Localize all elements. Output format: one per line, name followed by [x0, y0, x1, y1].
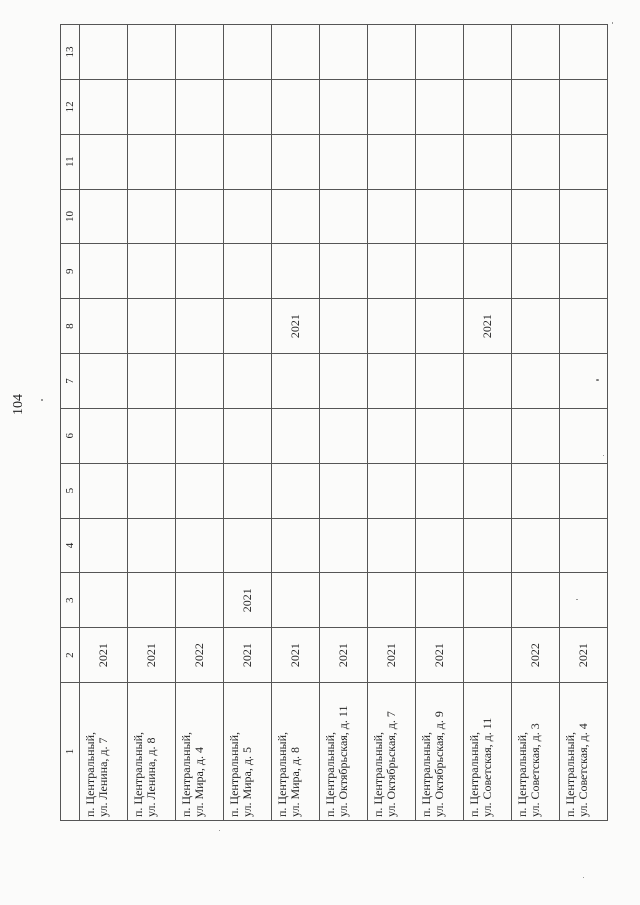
address-line: п. Центральный, — [419, 731, 433, 817]
column-header-3: 3 — [61, 573, 80, 628]
value-cell — [80, 189, 128, 244]
value-cell — [80, 354, 128, 409]
address-cell — [512, 683, 560, 821]
value-cell — [464, 244, 512, 299]
value-cell — [464, 134, 512, 189]
value-cell — [416, 299, 464, 354]
value-cell — [560, 134, 608, 189]
address-line: ул. Октябрьская, д. 9 — [432, 711, 446, 817]
value-cell — [320, 354, 368, 409]
value-cell — [80, 79, 128, 134]
address-line: п. Центральный, — [275, 731, 289, 817]
column-header-6: 6 — [61, 408, 80, 463]
value-cell — [176, 299, 224, 354]
value-cell: 2022 — [512, 628, 560, 683]
table-container — [60, 25, 590, 821]
address-line: п. Центральный, — [227, 731, 241, 817]
value-cell — [176, 573, 224, 628]
address-cell — [368, 683, 416, 821]
value-cell — [176, 463, 224, 518]
address-line: ул. Мира, д. 8 — [288, 747, 302, 817]
column-header-7: 7 — [61, 354, 80, 409]
table-row — [416, 25, 464, 821]
scan-speck — [612, 22, 613, 24]
column-header-13: 13 — [61, 25, 80, 80]
address-cell — [128, 683, 176, 821]
value-cell — [272, 134, 320, 189]
value-cell — [464, 518, 512, 573]
page-number-text: 104 — [11, 394, 26, 415]
value-cell — [128, 463, 176, 518]
value-cell — [512, 134, 560, 189]
scan-speck — [576, 599, 578, 600]
address-line: п. Центральный, — [83, 731, 97, 817]
address-cell — [176, 683, 224, 821]
value-cell — [368, 408, 416, 463]
address-cell — [464, 683, 512, 821]
address-line: п. Центральный, — [563, 731, 577, 817]
value-cell — [464, 573, 512, 628]
value-cell — [272, 25, 320, 80]
value-cell — [80, 134, 128, 189]
table-row — [272, 25, 320, 821]
value-cell: 2021 — [464, 299, 512, 354]
value-cell — [560, 463, 608, 518]
value-cell — [368, 354, 416, 409]
value-cell — [464, 79, 512, 134]
value-cell — [320, 518, 368, 573]
column-header-9: 9 — [61, 244, 80, 299]
value-cell — [272, 463, 320, 518]
value-cell — [176, 134, 224, 189]
table-row — [368, 25, 416, 821]
address-cell — [272, 683, 320, 821]
address-cell — [224, 683, 272, 821]
value-cell — [272, 408, 320, 463]
value-cell — [80, 573, 128, 628]
value-cell — [224, 354, 272, 409]
address-line: ул. Советская, д. 4 — [576, 723, 590, 817]
value-cell — [128, 408, 176, 463]
value-cell — [368, 518, 416, 573]
address-line: п. Центральный, — [515, 731, 529, 817]
address-cell — [416, 683, 464, 821]
value-cell — [80, 463, 128, 518]
value-cell — [416, 463, 464, 518]
value-cell — [512, 25, 560, 80]
value-cell — [272, 354, 320, 409]
table-row — [128, 25, 176, 821]
table-body — [80, 25, 608, 821]
value-cell — [560, 299, 608, 354]
table-row — [224, 25, 272, 821]
value-cell — [320, 463, 368, 518]
value-cell — [176, 189, 224, 244]
value-cell — [272, 79, 320, 134]
address-line: ул. Октябрьская, д. 11 — [336, 705, 350, 817]
value-cell: 2021 — [80, 628, 128, 683]
value-cell — [320, 134, 368, 189]
value-cell — [464, 25, 512, 80]
value-cell — [128, 25, 176, 80]
value-cell — [320, 79, 368, 134]
value-cell — [416, 244, 464, 299]
value-cell — [224, 189, 272, 244]
value-cell — [560, 518, 608, 573]
value-cell — [224, 299, 272, 354]
value-cell — [368, 189, 416, 244]
address-cell — [80, 683, 128, 821]
value-cell — [416, 354, 464, 409]
value-cell — [416, 189, 464, 244]
column-header-8: 8 — [61, 299, 80, 354]
column-header-12: 12 — [61, 79, 80, 134]
value-cell — [224, 134, 272, 189]
table-row — [464, 25, 512, 821]
address-line: ул. Советская, д. 3 — [528, 723, 542, 817]
value-cell — [464, 189, 512, 244]
scan-speck — [583, 877, 584, 878]
table-row — [560, 25, 608, 821]
value-cell: 2021 — [272, 628, 320, 683]
value-cell — [464, 628, 512, 683]
value-cell — [512, 189, 560, 244]
value-cell — [512, 244, 560, 299]
address-line: п. Центральный, — [131, 731, 145, 817]
value-cell — [464, 408, 512, 463]
value-cell — [368, 79, 416, 134]
table-header — [61, 25, 80, 821]
value-cell — [512, 354, 560, 409]
value-cell — [416, 408, 464, 463]
value-cell — [128, 189, 176, 244]
address-line: п. Центральный, — [323, 731, 337, 817]
value-cell — [560, 189, 608, 244]
value-cell: 2021 — [272, 299, 320, 354]
value-cell — [80, 25, 128, 80]
value-cell — [416, 518, 464, 573]
value-cell — [368, 463, 416, 518]
value-cell — [176, 354, 224, 409]
value-cell — [320, 189, 368, 244]
value-cell — [512, 463, 560, 518]
value-cell — [176, 79, 224, 134]
value-cell — [320, 299, 368, 354]
value-cell: 2021 — [560, 628, 608, 683]
scan-speck — [219, 830, 220, 831]
value-cell: 2021 — [416, 628, 464, 683]
address-line: п. Центральный, — [467, 731, 481, 817]
value-cell — [512, 79, 560, 134]
value-cell — [176, 518, 224, 573]
value-cell: 2021 — [128, 628, 176, 683]
column-header-11: 11 — [61, 134, 80, 189]
value-cell — [320, 25, 368, 80]
value-cell — [368, 25, 416, 80]
column-header-5: 5 — [61, 463, 80, 518]
value-cell — [176, 244, 224, 299]
value-cell — [320, 244, 368, 299]
value-cell: 2021 — [320, 628, 368, 683]
value-cell: 2022 — [176, 628, 224, 683]
value-cell — [320, 408, 368, 463]
schedule-table — [60, 24, 608, 821]
scan-speck — [603, 455, 604, 456]
value-cell — [224, 408, 272, 463]
value-cell — [176, 25, 224, 80]
column-header-4: 4 — [61, 518, 80, 573]
value-cell — [128, 573, 176, 628]
address-cell — [560, 683, 608, 821]
value-cell — [368, 134, 416, 189]
value-cell — [368, 573, 416, 628]
column-header-10: 10 — [61, 189, 80, 244]
address-line: ул. Ленина, д. 8 — [144, 737, 158, 817]
address-line: ул. Советская, д. 11 — [480, 717, 494, 817]
value-cell — [416, 79, 464, 134]
value-cell — [176, 408, 224, 463]
value-cell — [80, 408, 128, 463]
table-row — [176, 25, 224, 821]
value-cell — [272, 244, 320, 299]
address-line: ул. Ленина, д. 7 — [96, 737, 110, 817]
value-cell: 2021 — [224, 628, 272, 683]
value-cell — [272, 189, 320, 244]
column-header-2: 2 — [61, 628, 80, 683]
value-cell — [224, 79, 272, 134]
value-cell — [128, 244, 176, 299]
table-row — [320, 25, 368, 821]
value-cell — [560, 408, 608, 463]
address-line: ул. Октябрьская, д. 7 — [384, 711, 398, 817]
table-row — [80, 25, 128, 821]
value-cell — [224, 463, 272, 518]
value-cell — [512, 573, 560, 628]
address-line: ул. Мира, д. 5 — [240, 747, 254, 817]
value-cell — [368, 244, 416, 299]
value-cell — [368, 299, 416, 354]
table-row — [512, 25, 560, 821]
value-cell — [560, 79, 608, 134]
value-cell — [80, 299, 128, 354]
address-cell — [320, 683, 368, 821]
value-cell — [128, 134, 176, 189]
value-cell — [80, 244, 128, 299]
value-cell — [512, 408, 560, 463]
value-cell — [128, 79, 176, 134]
value-cell — [272, 518, 320, 573]
value-cell: 2021 — [368, 628, 416, 683]
value-cell — [416, 134, 464, 189]
address-line: п. Центральный, — [371, 731, 385, 817]
value-cell: 2021 — [224, 573, 272, 628]
value-cell — [320, 573, 368, 628]
value-cell — [272, 573, 320, 628]
value-cell — [224, 518, 272, 573]
scan-speck — [41, 399, 43, 401]
value-cell — [128, 354, 176, 409]
value-cell — [560, 573, 608, 628]
value-cell — [128, 518, 176, 573]
value-cell — [464, 354, 512, 409]
value-cell — [128, 299, 176, 354]
value-cell — [224, 25, 272, 80]
value-cell — [224, 244, 272, 299]
value-cell — [416, 25, 464, 80]
column-header-1: 1 — [61, 683, 80, 821]
header-row — [61, 25, 80, 821]
value-cell — [80, 518, 128, 573]
address-line: п. Центральный, — [179, 731, 193, 817]
value-cell — [512, 299, 560, 354]
value-cell — [560, 25, 608, 80]
scan-speck — [596, 379, 599, 381]
value-cell — [464, 463, 512, 518]
value-cell — [560, 354, 608, 409]
value-cell — [560, 244, 608, 299]
address-line: ул. Мира, д. 4 — [192, 747, 206, 817]
value-cell — [416, 573, 464, 628]
value-cell — [512, 518, 560, 573]
